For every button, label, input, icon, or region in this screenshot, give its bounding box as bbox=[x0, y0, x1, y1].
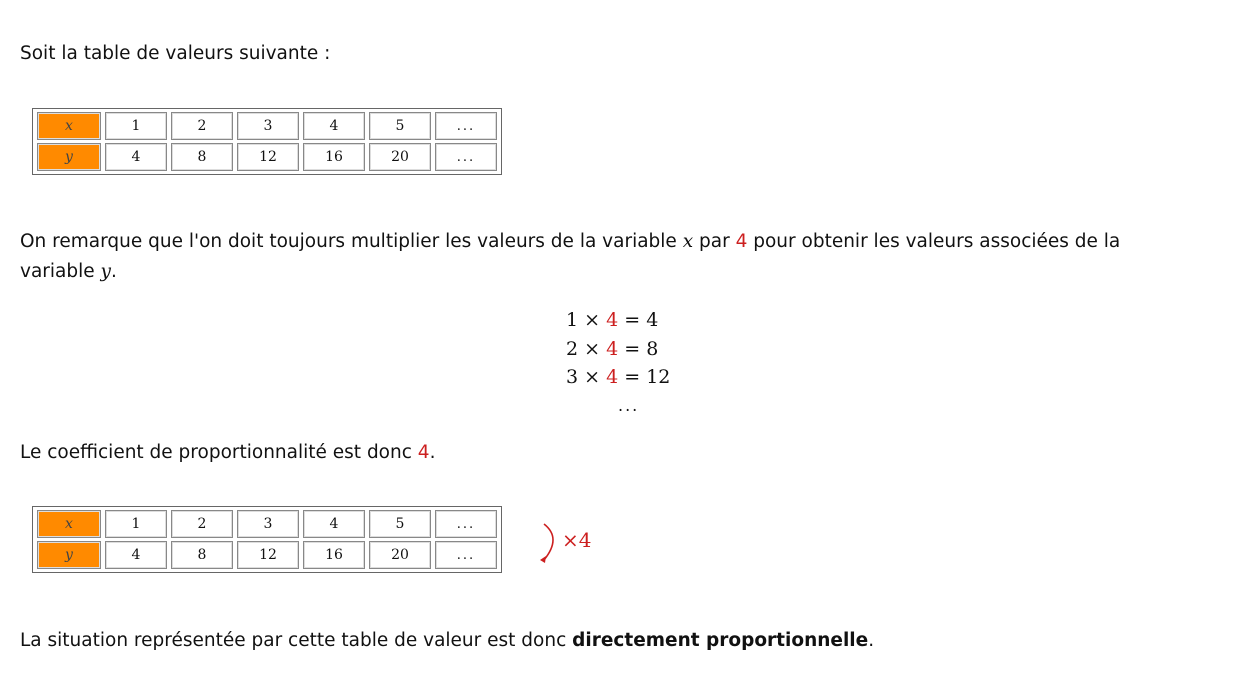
cell-x-2: 2 bbox=[171, 112, 233, 140]
cell-y-2: 8 bbox=[171, 143, 233, 171]
coefficient-value: 4 bbox=[417, 442, 430, 463]
equation-row: 3 × 4 = 12 bbox=[566, 366, 671, 388]
factor-value: 4 bbox=[735, 231, 748, 252]
cell-y-5: 20 bbox=[369, 541, 431, 569]
cell-x-4: 4 bbox=[303, 510, 365, 538]
cell-y-1: 4 bbox=[105, 541, 167, 569]
cell-x-2: 2 bbox=[171, 510, 233, 538]
cell-y-3: 12 bbox=[237, 541, 299, 569]
cell-y-4: 16 bbox=[303, 143, 365, 171]
cell-x-ellipsis: ... bbox=[435, 510, 497, 538]
cell-x-5: 5 bbox=[369, 112, 431, 140]
header-x: x bbox=[37, 510, 101, 538]
conclusion-text: La situation représentée par cette table de valeur est donc directement proportionnelle. bbox=[20, 630, 875, 651]
cell-y-1: 4 bbox=[105, 143, 167, 171]
cell-y-5: 20 bbox=[369, 143, 431, 171]
conclusion-bold: directement proportionnelle bbox=[572, 630, 869, 651]
cell-x-ellipsis: ... bbox=[435, 112, 497, 140]
equations-block bbox=[566, 306, 670, 420]
remark-text: On remarque que l'on doit toujours multiplier les valeurs de la variable x par 4 pour obtenir les valeurs associées de la variable y. bbox=[20, 231, 1121, 282]
table-row-y bbox=[37, 143, 497, 171]
var-x: x bbox=[682, 231, 694, 252]
cell-y-4: 16 bbox=[303, 541, 365, 569]
cell-x-5: 5 bbox=[369, 510, 431, 538]
header-y: y bbox=[37, 143, 101, 171]
cell-x-1: 1 bbox=[105, 510, 167, 538]
coefficient-text: Le coefficient de proportionnalité est donc 4. bbox=[20, 442, 436, 463]
multiplier-annotation: ×4 bbox=[562, 528, 592, 552]
cell-x-3: 3 bbox=[237, 510, 299, 538]
intro-text: Soit la table de valeurs suivante : bbox=[20, 43, 331, 64]
var-y: y bbox=[100, 261, 111, 282]
equation-row: 1 × 4 = 4 bbox=[566, 309, 659, 331]
cell-y-ellipsis: ... bbox=[435, 143, 497, 171]
header-y: y bbox=[37, 541, 101, 569]
cell-y-3: 12 bbox=[237, 143, 299, 171]
cell-y-2: 8 bbox=[171, 541, 233, 569]
table-row-x bbox=[37, 112, 497, 140]
equations-ellipsis: ... bbox=[618, 395, 640, 415]
cell-x-3: 3 bbox=[237, 112, 299, 140]
values-table-2 bbox=[32, 506, 502, 573]
cell-x-4: 4 bbox=[303, 112, 365, 140]
equation-row: 2 × 4 = 8 bbox=[566, 337, 659, 360]
header-x: x bbox=[37, 112, 101, 140]
table-row-x bbox=[37, 510, 497, 538]
cell-x-1: 1 bbox=[105, 112, 167, 140]
cell-y-ellipsis: ... bbox=[435, 541, 497, 569]
table-row-y bbox=[37, 541, 497, 569]
values-table-1 bbox=[32, 108, 502, 175]
